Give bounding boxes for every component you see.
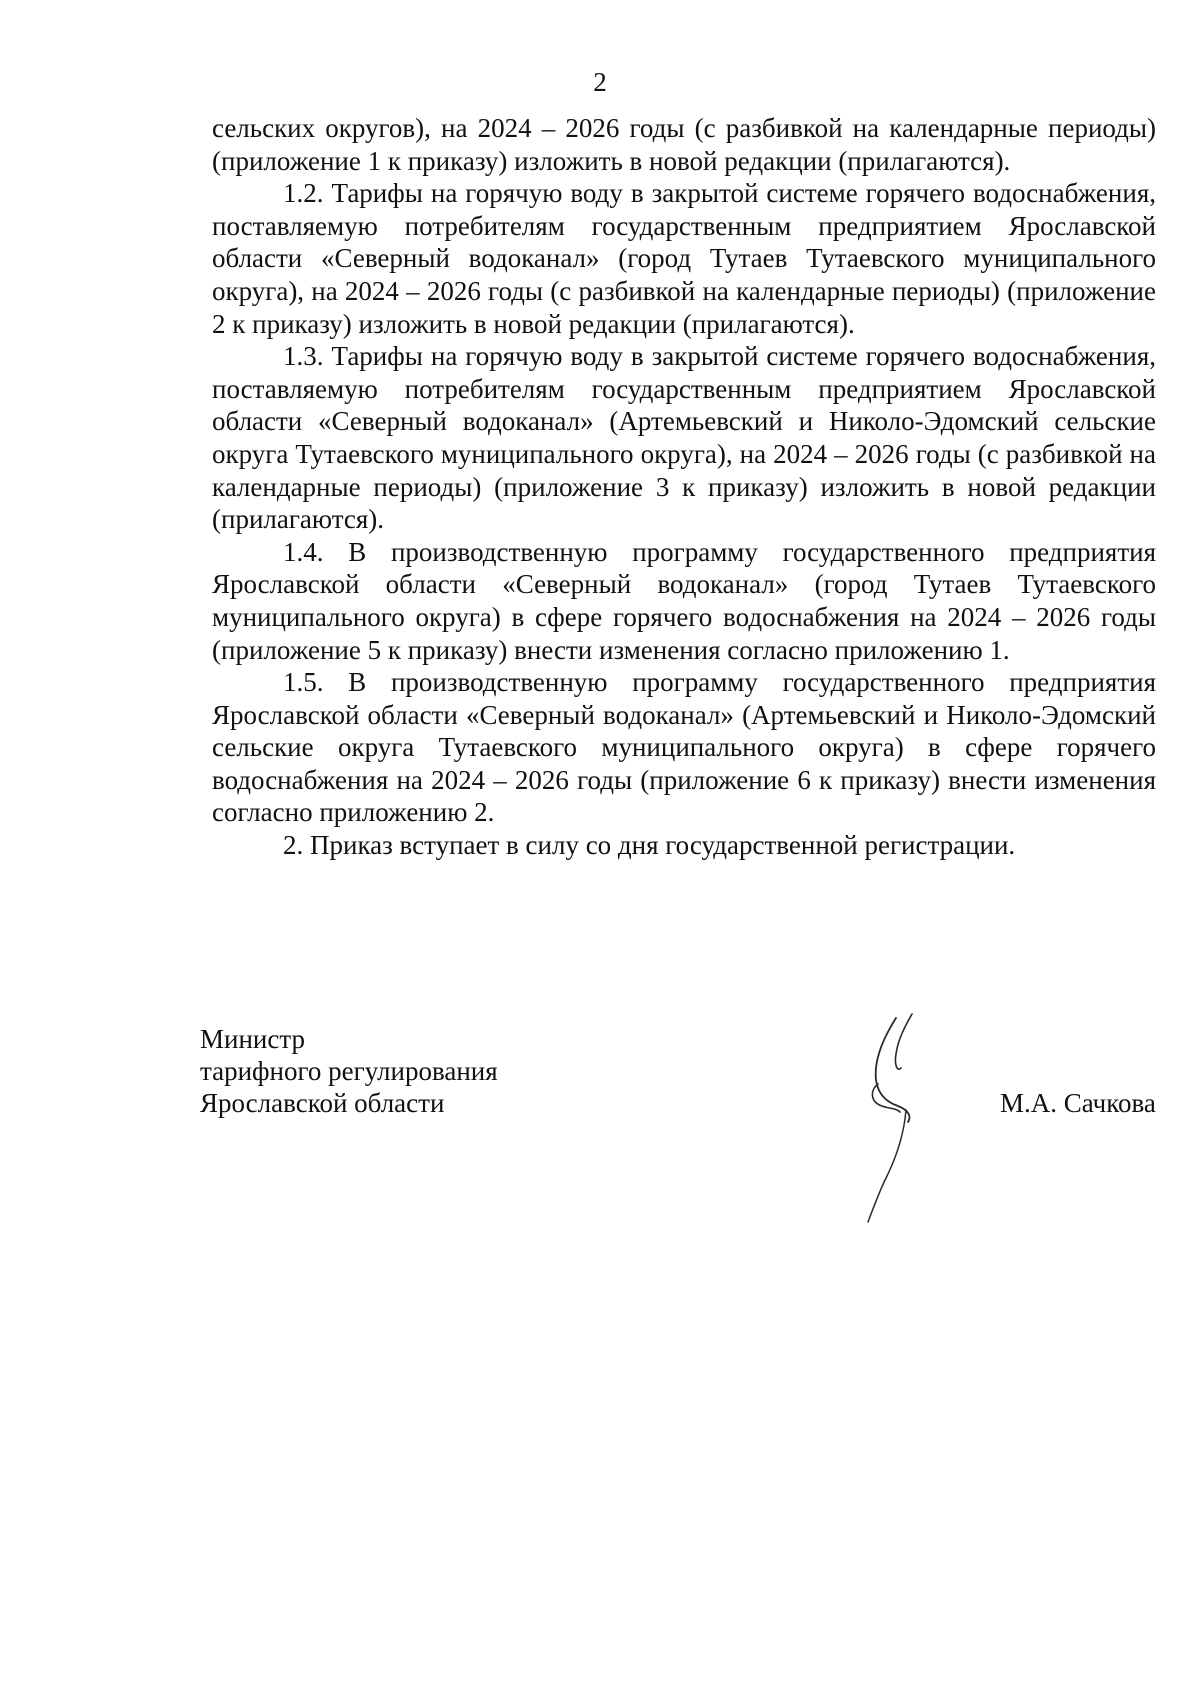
paragraph-item-1-2: 1.2. Тарифы на горячую воду в закрытой системе горячего водоснабжения, поставляемую потребителям государственным предприятием Ярославской области «Северный водоканал» (город Тутаев Тутаевского муниципального округа), на 2024 – 2026 годы (с разбивкой на календарные периоды) (приложение 2 к приказу) изложить в новой редакции (прилагаются). <box>212 178 1156 339</box>
paragraph-item-1-3: 1.3. Тарифы на горячую воду в закрытой системе горячего водоснабжения, поставляемую потребителям государственным предприятием Ярославской области «Северный водоканал» (Артемьевский и Николо-Эдомский сельские округа Тутаевского муниципального округа), на 2024 – 2026 годы (с разбивкой на календарные периоды) (приложение 3 к приказу) изложить в новой редакции (прилагаются). <box>212 341 1156 535</box>
paragraph-item-2: 2. Приказ вступает в силу со дня государственной регистрации. <box>283 830 1016 861</box>
handwritten-signature <box>860 1010 930 1230</box>
document-body <box>212 112 1156 862</box>
paragraph-item-1-5: 1.5. В производственную программу государственного предприятия Ярославской области «Северный водоканал» (Артемьевский и Николо-Эдомский сельские округа Тутаевского муниципального округа) в сфере горячего водоснабжения на 2024 – 2026 годы (приложение 6 к приказу) внести изменения согласно приложению 2. <box>212 667 1156 828</box>
signatory-position-line: Министр <box>200 1024 305 1054</box>
page-number: 2 <box>593 67 607 97</box>
paragraph-item-1-4: 1.4. В производственную программу государственного предприятия Ярославской области «Северный водоканал» (город Тутаев Тутаевского муниципального округа) в сфере горячего водоснабжения на 2024 – 2026 годы (приложение 5 к приказу) внести изменения согласно приложению 1. <box>212 536 1156 665</box>
signatory-position-line: Ярославской области <box>200 1088 445 1118</box>
signatory-name: М.А. Сачкова <box>1000 1088 1156 1118</box>
signatory-position <box>200 1023 498 1119</box>
paragraph-continuation: сельских округов), на 2024 – 2026 годы (с разбивкой на календарные периоды) (приложение 1 к приказу) изложить в новой редакции (прилагаются). <box>212 113 1156 176</box>
signatory-position-line: тарифного регулирования <box>200 1056 498 1086</box>
